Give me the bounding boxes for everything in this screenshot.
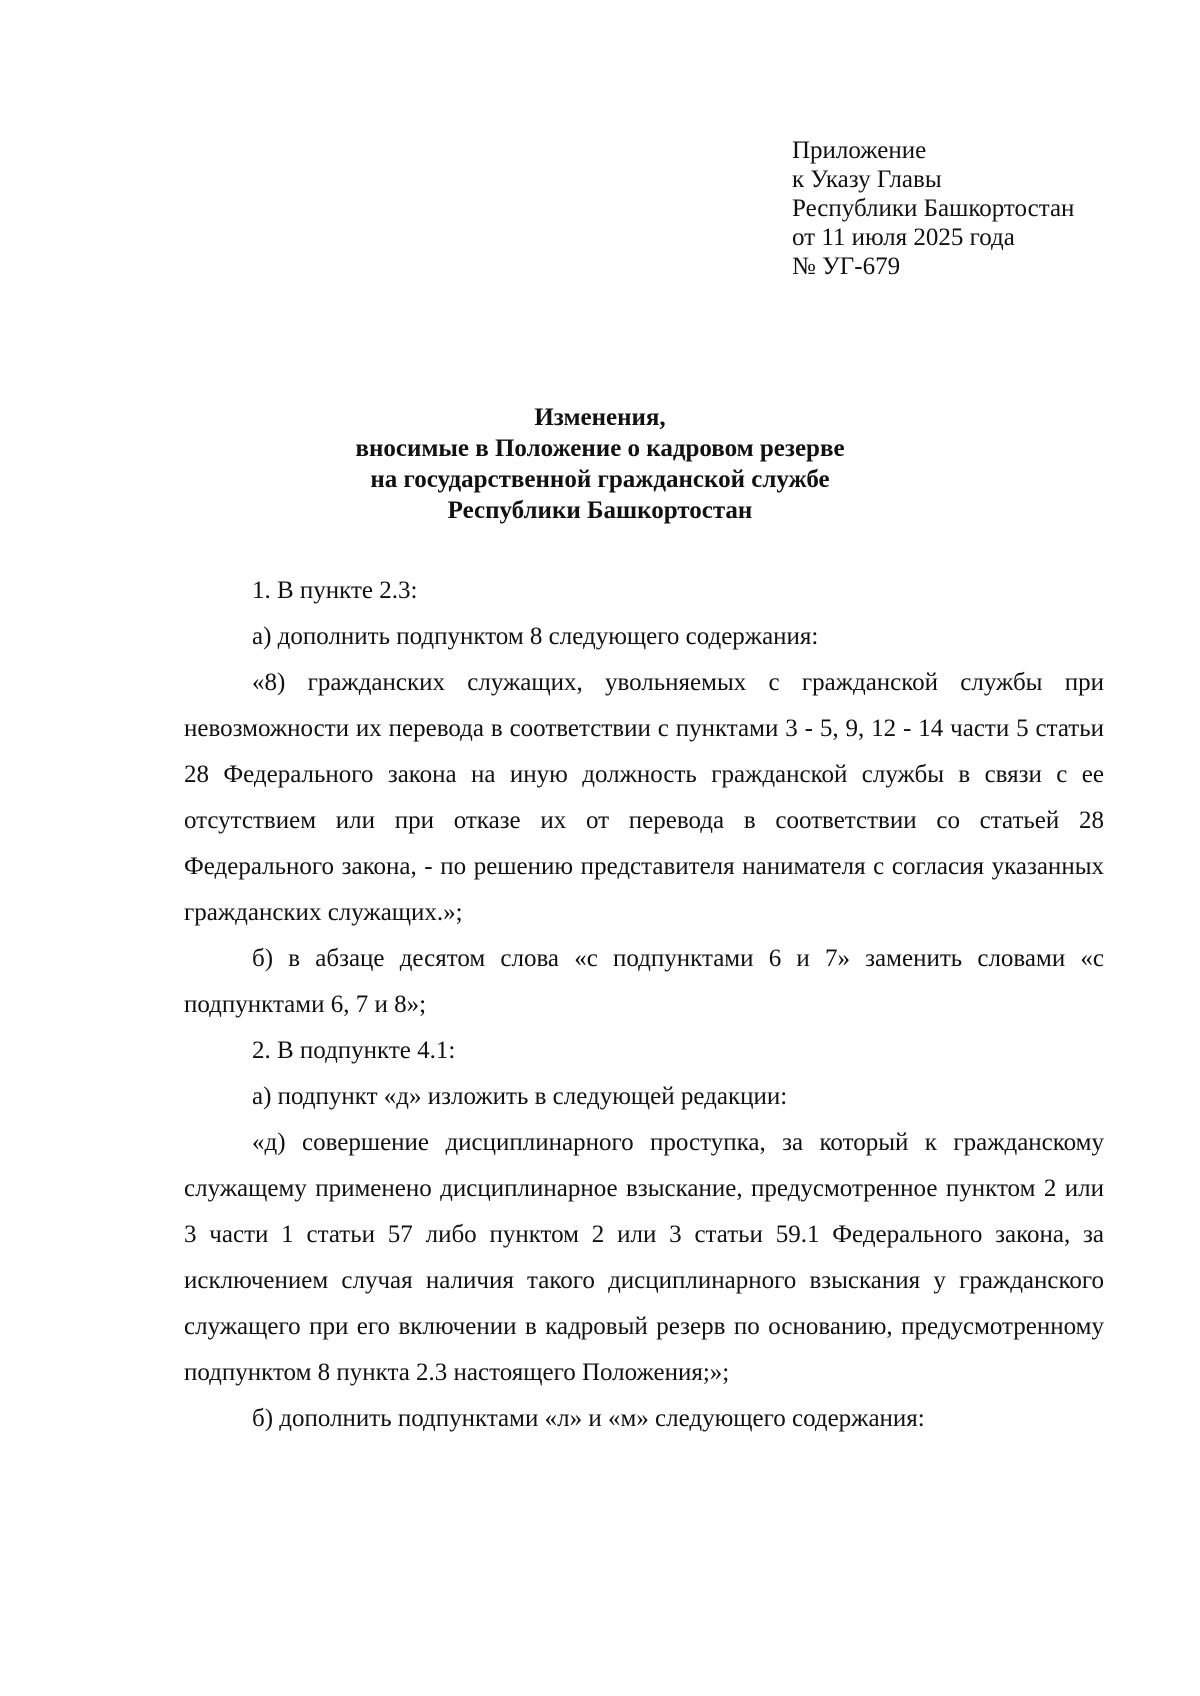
paragraph-1: 1. В пункте 2.3: [252, 577, 418, 604]
paragraph-7: «д) совершение дисциплинарного проступка, за который к гражданскому служащему применено дисциплинарное взыскание, предусмотренное пунктом 2 или 3 части 1 статьи 57 либо пунктом 2 или 3 статьи 59.1 Федерального закона, за исключением случая наличия такого дисциплинарного взыскания у гражданского служащего при его включении в кадровый резерв по основанию, предусмотренному подпунктом 8 пункта 2.3 настоящего Положения;»; [184, 1129, 1104, 1386]
title-line-4: Республики Башкортостан [447, 497, 753, 524]
appendix-line-decree: к Указу Главы [792, 166, 942, 193]
appendix-line-republic: Республики Башкортостан [792, 195, 1075, 222]
appendix-line-date: от 11 июля 2025 года [792, 224, 1015, 251]
title-line-3: на государственной гражданской службе [370, 466, 830, 493]
document-title [150, 402, 1050, 526]
paragraph-6: а) подпункт «д» изложить в следующей редакции: [252, 1083, 788, 1110]
paragraph-3: «8) гражданских служащих, увольняемых с гражданской службы при невозможности их перевода в соответствии с пунктами 3 - 5, 9, 12 - 14 части 5 статьи 28 Федерального закона на иную должность гражданской службы в связи с ее отсутствием или при отказе их от перевода в соответствии со статьей 28 Федерального закона, - по решению представителя нанимателя с согласия указанных гражданских служащих.»; [184, 669, 1104, 926]
paragraph-2: а) дополнить подпунктом 8 следующего содержания: [252, 623, 819, 650]
appendix-header [792, 136, 1182, 281]
paragraph-8: б) дополнить подпунктами «л» и «м» следующего содержания: [252, 1405, 925, 1432]
title-line-1: Изменения, [534, 404, 666, 431]
paragraph-4: б) в абзаце десятом слова «с подпунктами 6 и 7» заменить словами «с подпунктами 6, 7 и 8»; [184, 945, 1104, 1018]
appendix-line-label: Приложение [792, 137, 927, 164]
document-body [184, 568, 1104, 1442]
title-line-2: вносимые в Положение о кадровом резерве [355, 435, 845, 462]
paragraph-5: 2. В подпункте 4.1: [252, 1037, 456, 1064]
appendix-line-number: № УГ-679 [792, 253, 901, 280]
